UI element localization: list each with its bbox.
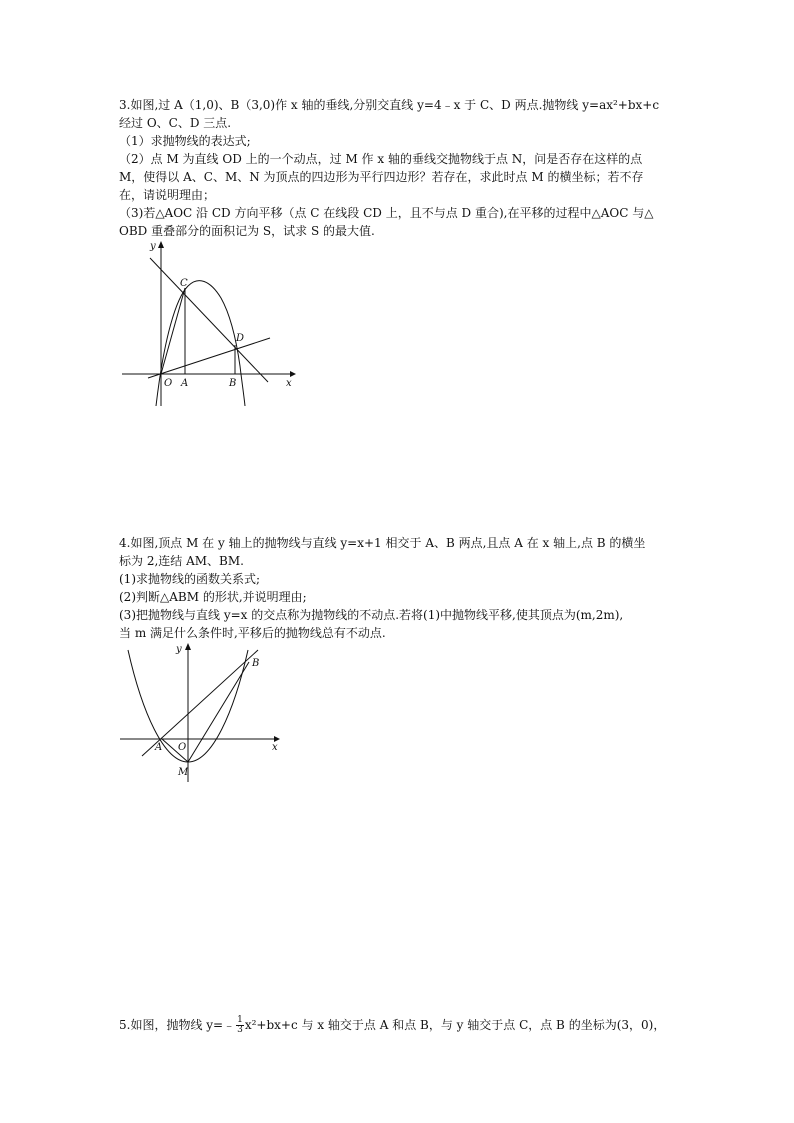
- label-y: y: [176, 644, 182, 655]
- label-y: y: [150, 241, 156, 252]
- problem-3-line: （2）点 M 为直线 OD 上的一个动点，过 M 作 x 轴的垂线交抛物线于点 N，问是否存在这样的点: [119, 152, 643, 166]
- problem-3-line: M，使得以 A、C、M、N 为顶点的四边形为平行四边形？若存在，求此时点 M 的横坐标；若不存: [119, 170, 644, 184]
- problem-3-line: 在，请说明理由；: [119, 188, 216, 202]
- problem-5-prefix: 5.如图，抛物线 y=﹣: [119, 1018, 236, 1032]
- problem-3-line: OBD 重叠部分的面积记为 S，试求 S 的最大值.: [119, 224, 375, 238]
- problem-3: [119, 96, 719, 240]
- label-x: x: [272, 742, 278, 753]
- problem-4-line: (1)求抛物线的函数关系式;: [119, 572, 261, 586]
- label-o: O: [178, 742, 187, 753]
- line-y-x-plus-1: [142, 650, 258, 756]
- segment-oc: [161, 288, 185, 374]
- y-axis-arrow: [158, 241, 164, 248]
- segment-bm: [188, 662, 249, 762]
- label-o: O: [164, 378, 173, 389]
- problem-5-suffix: x²+bx+c 与 x 轴交于点 A 和点 B，与 y 轴交于点 C，点 B 的坐标为(3，0)，: [244, 1018, 666, 1032]
- problem-4: [119, 534, 719, 642]
- problem-4-line: (3)把抛物线与直线 y=x 的交点称为抛物线的不动点.若将(1)中抛物线平移,使其顶点为(m,2m),: [119, 608, 624, 622]
- problem-5: [119, 1014, 719, 1036]
- label-x: x: [286, 378, 292, 389]
- problem-4-line: 4.如图,顶点 M 在 y 轴上的抛物线与直线 y=x+1 相交于 A、B 两点,且点 A 在 x 轴上,点 B 的横坐: [119, 536, 646, 550]
- problem-3-line: （1）求抛物线的表达式;: [119, 134, 251, 148]
- fraction-numerator: 1: [237, 1015, 243, 1025]
- problem-4-line: 标为 2,连结 AM、BM.: [119, 554, 244, 568]
- label-a: A: [181, 378, 189, 389]
- problem-3-line: 经过 O、C、D 三点.: [119, 116, 232, 130]
- label-m: M: [178, 767, 189, 778]
- problem-3-line: 3.如图,过 A（1,0)、B（3,0)作 x 轴的垂线,分别交直线 y=4﹣x 于 C、D 两点.抛物线 y=ax²+bx+c: [119, 98, 660, 112]
- problem-3-line: （3)若△AOC 沿 CD 方向平移（点 C 在线段 CD 上，且不与点 D 重合),在平移的过程中△AOC 与△: [119, 206, 654, 220]
- fraction-one-third: [236, 1016, 244, 1035]
- label-b: B: [229, 378, 237, 389]
- fraction-denominator: 3: [237, 1025, 243, 1035]
- label-c: C: [180, 278, 188, 289]
- problem-4-line: (2)判断△ABM 的形状,并说明理由;: [119, 590, 307, 604]
- problem-4-line: 当 m 满足什么条件时,平移后的抛物线总有不动点.: [119, 626, 386, 640]
- label-a: A: [155, 742, 163, 753]
- line-y-4-minus-x: [150, 258, 268, 382]
- problem-3-figure: [118, 238, 300, 408]
- label-d: D: [236, 333, 245, 344]
- label-b: B: [252, 658, 260, 669]
- problem-4-figure: [118, 642, 284, 786]
- y-axis-arrow: [185, 643, 191, 650]
- x-axis-arrow: [290, 371, 296, 377]
